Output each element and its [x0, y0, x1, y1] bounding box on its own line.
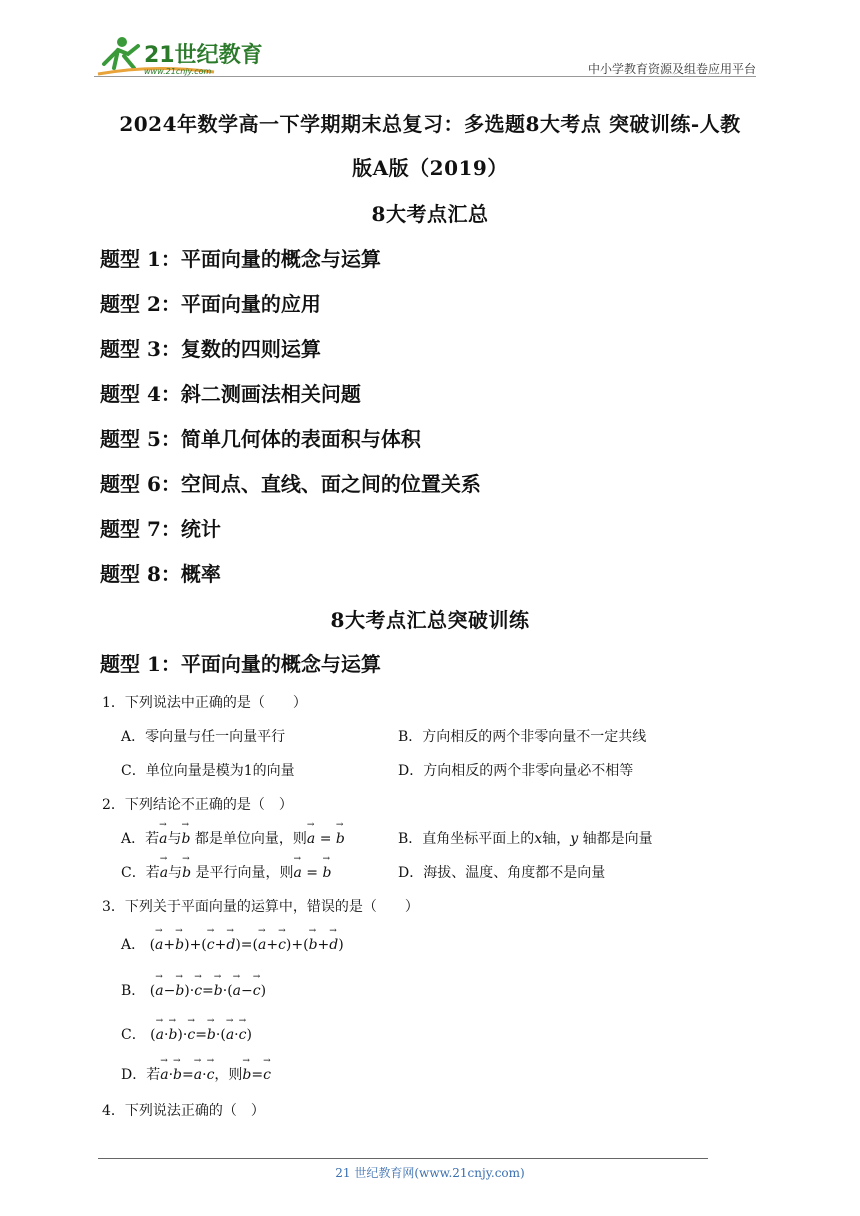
site-logo [94, 34, 264, 78]
question-1-stem: 1．下列说法中正确的是（ ） [102, 695, 307, 711]
training-title: 8大考点汇总突破训练 [330, 608, 530, 632]
svg-text:www.21cnjy.com: www.21cnjy.com [144, 67, 212, 76]
footer-divider [98, 1158, 708, 1159]
header-platform-text: 中小学教育资源及组卷应用平台 [587, 62, 756, 76]
section-heading: 题型 1：平面向量的概念与运算 [100, 652, 381, 676]
topic-item: 题型 6：空间点、直线、面之间的位置关系 [100, 472, 481, 496]
page-header [0, 0, 860, 80]
footer-text: 21 世纪教育网(www.21cnjy.com) [335, 1166, 525, 1180]
topic-item: 题型 3：复数的四则运算 [100, 337, 321, 361]
question-2-option-a: A．若→ a与→ b 都是单位向量，则→ a = → b [121, 828, 345, 848]
question-2-option-d: D．海拔、温度、角度都不是向量 [398, 865, 606, 881]
question-2-stem: 2．下列结论不正确的是（ ） [102, 797, 293, 813]
question-1-option-b: B．方向相反的两个非零向量不一定共线 [398, 729, 647, 745]
page-title-line1: 2024年数学高一下学期期末总复习：多选题8大考点 突破训练-人教 [119, 112, 741, 136]
topic-item: 题型 8：概率 [100, 562, 221, 586]
question-3-option-b: B． (→ a−→ b)·→ c=→ b·(→ a−→ c) [121, 980, 266, 1000]
question-2-option-c: C．若→ a与→ b 是平行向量，则→ a = → b [121, 862, 331, 882]
question-3-option-c: C． (→ a·→ b)·→ c=→ b·(→ a·→ c) [121, 1024, 252, 1044]
summary-title: 8大考点汇总 [371, 202, 489, 226]
question-3-option-d: D．若→ a·→ b=→ a·→ c，则→ b=→ c [121, 1064, 271, 1084]
topic-item: 题型 4：斜二测画法相关问题 [100, 382, 361, 406]
question-1-option-c: C．单位向量是模为1的向量 [121, 763, 295, 779]
question-1-option-d: D．方向相反的两个非零向量必不相等 [398, 763, 634, 779]
topic-item: 题型 2：平面向量的应用 [100, 292, 321, 316]
topic-item: 题型 5：简单几何体的表面积与体积 [100, 427, 421, 451]
page-title-line2: 版A版（2019） [352, 156, 508, 180]
question-3-stem: 3．下列关于平面向量的运算中，错误的是（ ） [102, 899, 419, 915]
question-2-option-b: B．直角坐标平面上的x轴，y 轴都是向量 [398, 831, 653, 847]
question-1-option-a: A．零向量与任一向量平行 [121, 729, 286, 745]
topic-item: 题型 1：平面向量的概念与运算 [100, 247, 381, 271]
question-4-stem: 4．下列说法正确的（ ） [102, 1103, 265, 1119]
svg-text:21世纪教育: 21世纪教育 [144, 43, 263, 68]
topic-item: 题型 7：统计 [100, 517, 221, 541]
header-divider [94, 76, 756, 77]
question-3-option-a: A． (→ a+→ b)+(→ c+→ d)=(→ a+→ c)+(→ b+→ d) [121, 934, 344, 954]
